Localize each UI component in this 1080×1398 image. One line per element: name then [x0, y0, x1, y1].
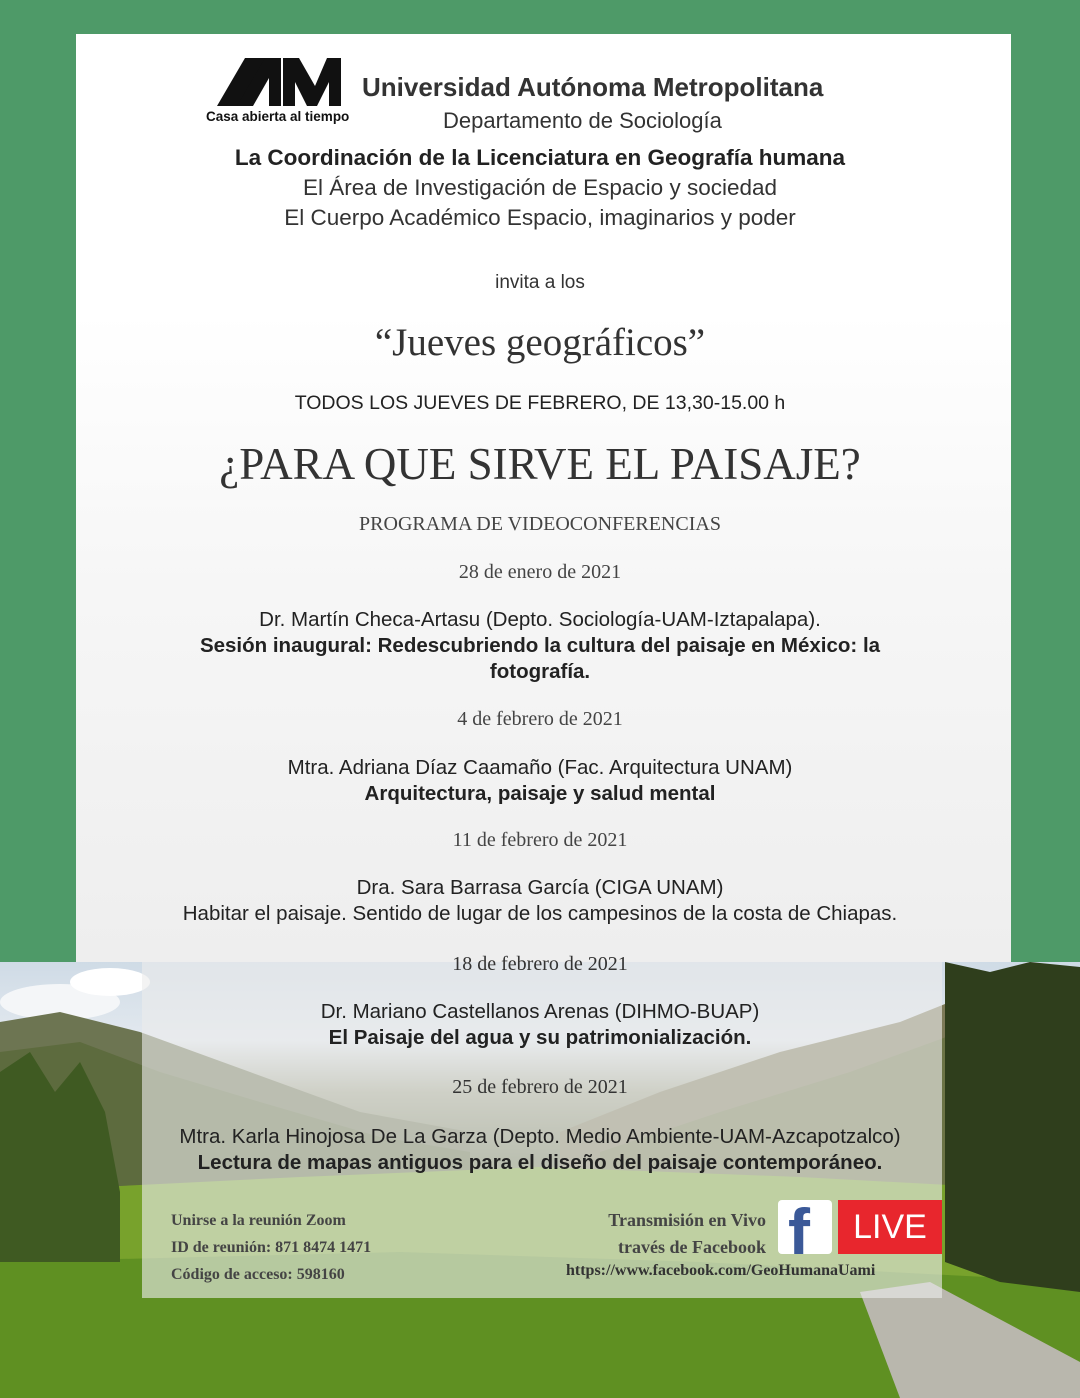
- research-area-line: El Área de Investigación de Espacio y sociedad: [302, 175, 778, 200]
- program-label: PROGRAMA DE VIDEOCONFERENCIAS: [359, 513, 721, 535]
- session-title: Arquitectura, paisaje y salud mental: [364, 782, 716, 805]
- coordination-line: La Coordinación de la Licenciatura en Geografía humana: [234, 145, 846, 170]
- university-name: Universidad Autónoma Metropolitana: [362, 72, 824, 102]
- academic-body-line: El Cuerpo Académico Espacio, imaginarios y poder: [284, 205, 796, 230]
- facebook-info: [608, 1207, 766, 1261]
- department-name: Departamento de Sociología: [443, 108, 722, 133]
- poster-card: [76, 34, 1011, 962]
- zoom-meeting-id: ID de reunión: 871 8474 1471: [171, 1239, 372, 1256]
- facebook-icon: [778, 1200, 832, 1254]
- session-speaker: Mtra. Adriana Díaz Caamaño (Fac. Arquitectura UNAM): [287, 756, 793, 779]
- logo-stroke: [283, 58, 341, 106]
- zoom-access-code: Código de acceso: 598160: [171, 1266, 345, 1283]
- zoom-join-text: Unirse a la reunión Zoom: [171, 1212, 346, 1229]
- session-speaker: Mtra. Karla Hinojosa De La Garza (Depto. Medio Ambiente-UAM-Azcapotzalco): [179, 1125, 901, 1148]
- session-date: 25 de febrero de 2021: [452, 1076, 628, 1098]
- zoom-info: [171, 1207, 371, 1288]
- schedule-text: TODOS LOS JUEVES DE FEBRERO, DE 13,30-15.00 h: [294, 392, 786, 414]
- facebook-live-text: Transmisión en Vivo: [608, 1210, 766, 1230]
- session-title: Sesión inaugural: Redescubriendo la cultura del paisaje en México: la: [199, 634, 881, 657]
- session-title: El Paisaje del agua y su patrimonialización.: [328, 1026, 752, 1049]
- invite-text: invita a los: [495, 272, 585, 293]
- session-speaker: Dra. Sara Barrasa García (CIGA UNAM): [356, 876, 724, 899]
- session-title: Lectura de mapas antiguos para el diseño del paisaje contemporáneo.: [197, 1151, 883, 1174]
- session-date: 18 de febrero de 2021: [452, 953, 628, 975]
- session-speaker: Dr. Mariano Castellanos Arenas (DIHMO-BUAP): [320, 1000, 760, 1023]
- session-date: 4 de febrero de 2021: [457, 708, 623, 730]
- session-speaker: Dr. Martín Checa-Artasu (Depto. Sociología-UAM-Iztapalapa).: [259, 608, 821, 631]
- facebook-url[interactable]: https://www.facebook.com/GeoHumanaUami: [566, 1262, 876, 1279]
- series-title: “Jueves geográficos”: [374, 321, 706, 364]
- main-title: ¿PARA QUE SIRVE EL PAISAJE?: [219, 439, 861, 489]
- live-badge: LIVE: [838, 1200, 942, 1254]
- session-date: 11 de febrero de 2021: [452, 829, 628, 851]
- facebook-letter: f: [788, 1200, 810, 1254]
- session-title-continued: fotografía.: [489, 660, 591, 683]
- session-title: Habitar el paisaje. Sentido de lugar de los campesinos de la costa de Chiapas.: [182, 902, 898, 925]
- logo-tagline: Casa abierta al tiempo: [206, 109, 350, 124]
- facebook-via-text: través de Facebook: [618, 1237, 766, 1257]
- session-date: 28 de enero de 2021: [458, 561, 622, 583]
